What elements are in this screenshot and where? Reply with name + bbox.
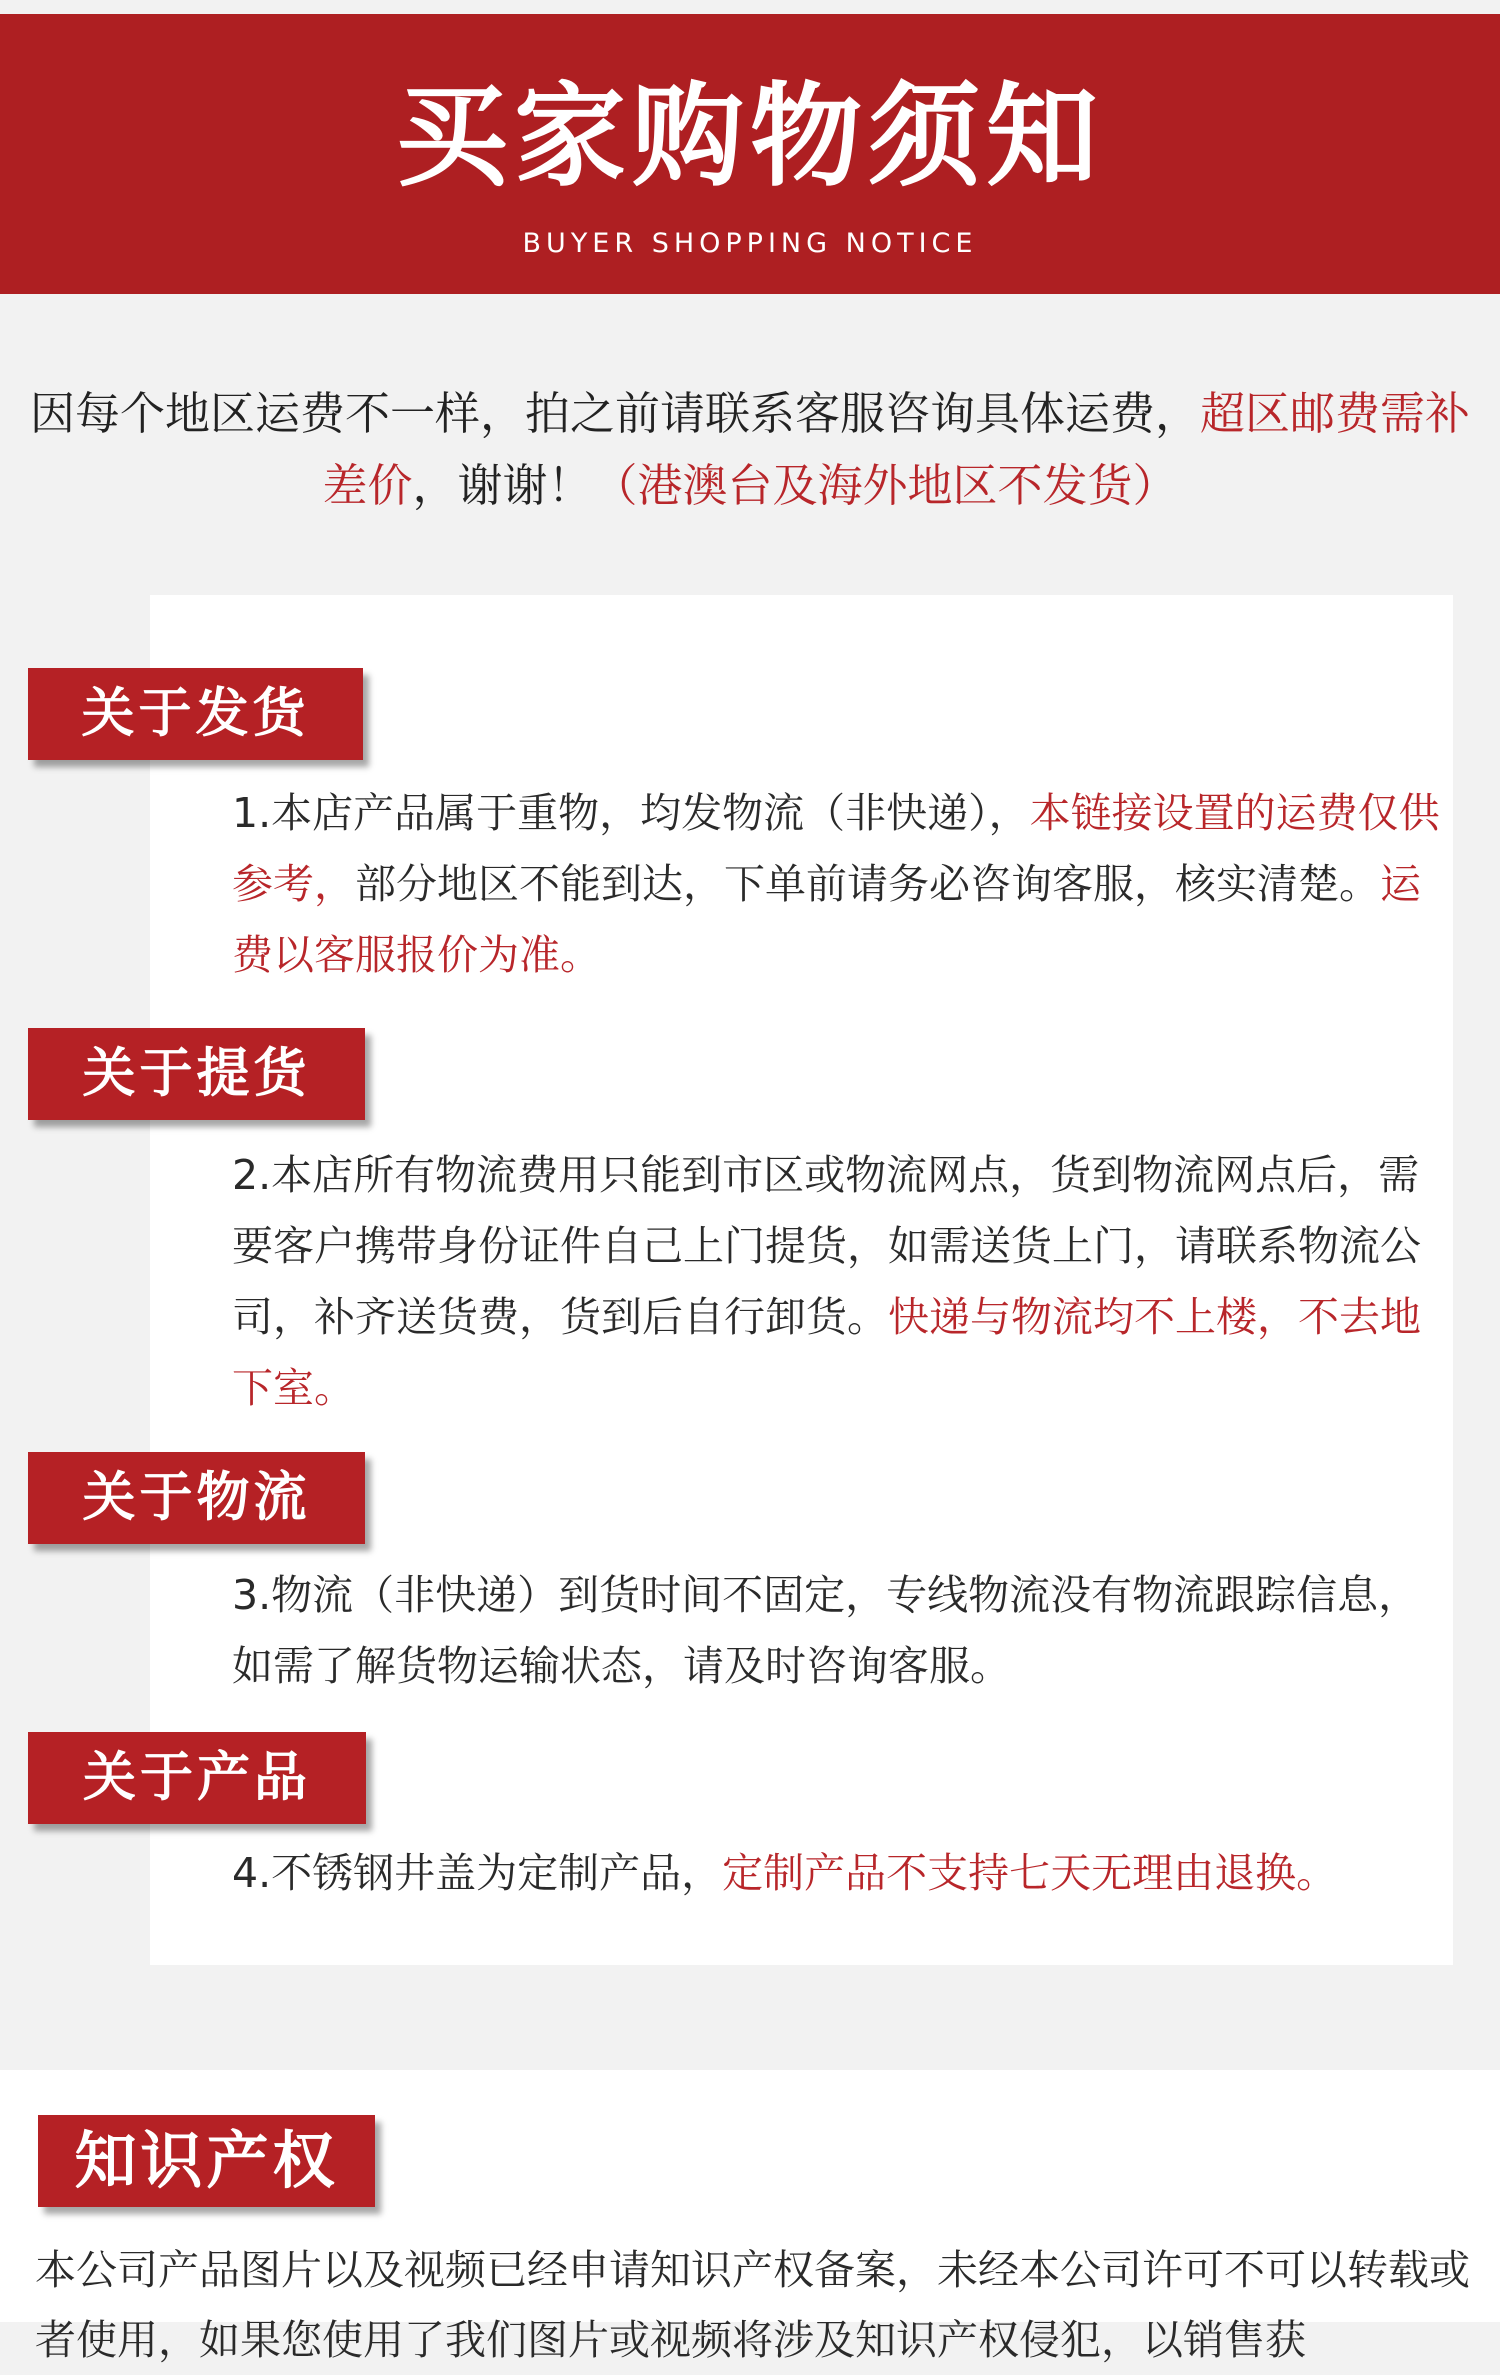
section-text-logistics: 3.物流（非快递）到货时间不固定，专线物流没有物流跟踪信息，如需了解货物运输状态，请及时咨询客服。 xyxy=(232,1571,1420,1690)
shipping-highlight-2: 运费以客服报价为准。 xyxy=(232,860,1421,979)
intro-thanks: ，谢谢！ xyxy=(412,459,593,512)
intro-paragraph xyxy=(20,378,1480,522)
section-tag-shipping: 关于发货 xyxy=(28,668,363,760)
product-highlight: 定制产品不支持七天无理由退换。 xyxy=(722,1849,1338,1897)
shipping-text-2: 部分地区不能到达，下单前请务必咨询客服，核实清楚。 xyxy=(355,860,1380,908)
section-text-product xyxy=(232,1838,1452,1909)
pickup-text: 2.本店所有物流费用只能到市区或物流网点，货到物流网点后，需要客户携带身份证件自己上门提货，如需送货上门，请联系物流公司，补齐送货费，货到后自行卸货。 xyxy=(232,1151,1421,1341)
section-tag-ipr: 知识产权 xyxy=(38,2115,375,2207)
intro-highlight: 超区邮费需补差价 xyxy=(322,387,1471,512)
pickup-highlight: 快递与物流均不上楼，不去地下室。 xyxy=(232,1293,1421,1412)
shipping-text: 1.本店产品属于重物，均发物流（非快递）， xyxy=(232,789,1030,837)
intro-region-note: （港澳台及海外地区不发货） xyxy=(592,459,1178,512)
intro-text: 因每个地区运费不一样，拍之前请联系客服咨询具体运费， xyxy=(29,387,1200,440)
section-tag-product: 关于产品 xyxy=(28,1732,366,1824)
section-tag-logistics: 关于物流 xyxy=(28,1452,365,1544)
notice-header-banner xyxy=(0,14,1500,294)
section-tag-pickup: 关于提货 xyxy=(28,1028,365,1120)
page-title: 买家购物须知 xyxy=(396,72,1104,202)
section-text-shipping xyxy=(232,778,1452,991)
section-text-pickup xyxy=(232,1140,1452,1424)
shipping-highlight: 本链接设置的运费仅供参考， xyxy=(232,789,1440,908)
product-text: 4.不锈钢井盖为定制产品， xyxy=(232,1849,723,1897)
ipr-text: 本公司产品图片以及视频已经申请知识产权备案，未经本公司许可不可以转载或者使用，如果您使用了我们图片或视频将涉及知识产权侵犯，以销售获 xyxy=(35,2246,1470,2364)
page-subtitle: BUYER SHOPPING NOTICE xyxy=(522,228,978,259)
